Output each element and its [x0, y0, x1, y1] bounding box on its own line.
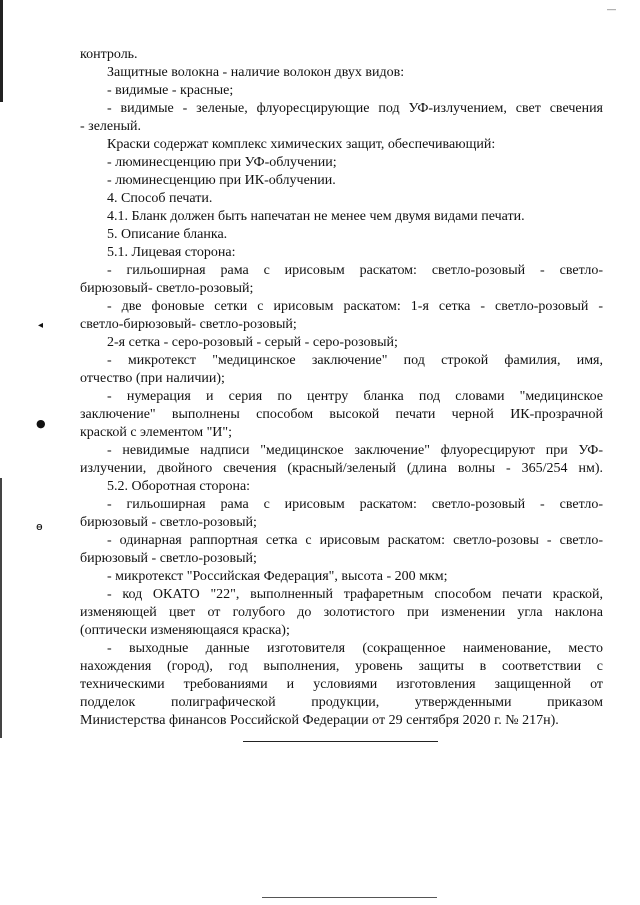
text-line: отчество (при наличии); — [80, 371, 225, 386]
text-line: - одинарная раппортная сетка с ирисовым раскатом: светло-розовы - светло- — [107, 533, 603, 548]
text-line: - выходные данные изготовителя (сокращенное наименование, место — [107, 641, 603, 656]
bottom-edge-line — [262, 897, 437, 898]
document-body — [80, 46, 603, 730]
text-line: нахождения (город), год выполнения, уровень защиты в соответствии с — [80, 659, 603, 674]
text-line: (оптически изменяющаяся краска); — [80, 623, 290, 638]
text-line: - гильоширная рама с ирисовым раскатом: светло-розовый - светло- — [107, 497, 603, 512]
text-line: - гильоширная рама с ирисовым раскатом: светло-розовый - светло- — [107, 263, 603, 278]
text-line: изменяющей цвет от голубого до золотистого при изменении угла наклона — [80, 605, 603, 620]
text-line: бирюзовый- светло-розовый; — [80, 281, 254, 296]
text-line: - люминесценцию при УФ-облучении; — [107, 155, 337, 170]
text-line: - микротекст "медицинское заключение" под строкой фамилия, имя, — [107, 353, 603, 368]
text-line: техническими требованиями и условиями изготовления защищенной от — [80, 677, 603, 692]
text-line: заключение" выполнены способом высокой печати черной ИК-прозрачной — [80, 407, 603, 422]
text-line: 4.1. Бланк должен быть напечатан не менее чем двумя видами печати. — [107, 209, 525, 224]
text-line: - нумерация и серия по центру бланка под словами "медицинское — [107, 389, 603, 404]
text-line: бирюзовый - светло-розовый; — [80, 551, 257, 566]
text-line: контроль. — [80, 47, 138, 62]
scan-page-edge — [0, 478, 2, 738]
text-line: 4. Способ печати. — [107, 191, 213, 206]
corner-mark: — — [607, 4, 616, 14]
text-line: излучении, двойного свечения (красный/зеленый (длина волны - 365/254 нм). — [80, 461, 603, 476]
text-line: светло-бирюзовый- светло-розовый; — [80, 317, 297, 332]
scan-page-edge — [0, 0, 3, 102]
text-line: - люминесценцию при ИК-облучении. — [107, 173, 336, 188]
text-line: - две фоновые сетки с ирисовым раскатом: 1-я сетка - светло-розовый - — [107, 299, 603, 314]
text-line: - зеленый. — [80, 119, 141, 134]
margin-mark: ● — [36, 417, 46, 430]
margin-mark: ɵ — [36, 520, 43, 533]
text-line: Краски содержат комплекс химических защит, обеспечивающий: — [107, 137, 496, 152]
text-line: - код ОКАТО "22", выполненный трафаретным способом печати краской, — [107, 587, 603, 602]
text-line: 5.2. Оборотная сторона: — [107, 479, 251, 494]
text-line: 5.1. Лицевая сторона: — [107, 245, 236, 260]
text-line: - видимые - красные; — [107, 83, 234, 98]
text-line: 5. Описание бланка. — [107, 227, 228, 242]
margin-mark: ◂ — [38, 320, 44, 331]
text-line: Министерства финансов Российской Федерации от 29 сентября 2020 г. № 217н). — [80, 713, 559, 728]
separator-line — [243, 741, 438, 742]
text-line: подделок полиграфической продукции, утвержденными приказом — [80, 695, 603, 710]
text-line: - видимые - зеленые, флуоресцирующие под УФ-излучением, свет свечения — [107, 101, 603, 116]
text-line: краской с элементом "И"; — [80, 425, 233, 440]
text-line: - невидимые надписи "медицинское заключение" флуоресцируют при УФ- — [107, 443, 603, 458]
text-line: 2-я сетка - серо-розовый - серый - серо-розовый; — [107, 335, 398, 350]
text-line: - микротекст "Российская Федерация", высота - 200 мкм; — [107, 569, 448, 584]
text-line: бирюзовый - светло-розовый; — [80, 515, 257, 530]
text-line: Защитные волокна - наличие волокон двух видов: — [107, 65, 405, 80]
